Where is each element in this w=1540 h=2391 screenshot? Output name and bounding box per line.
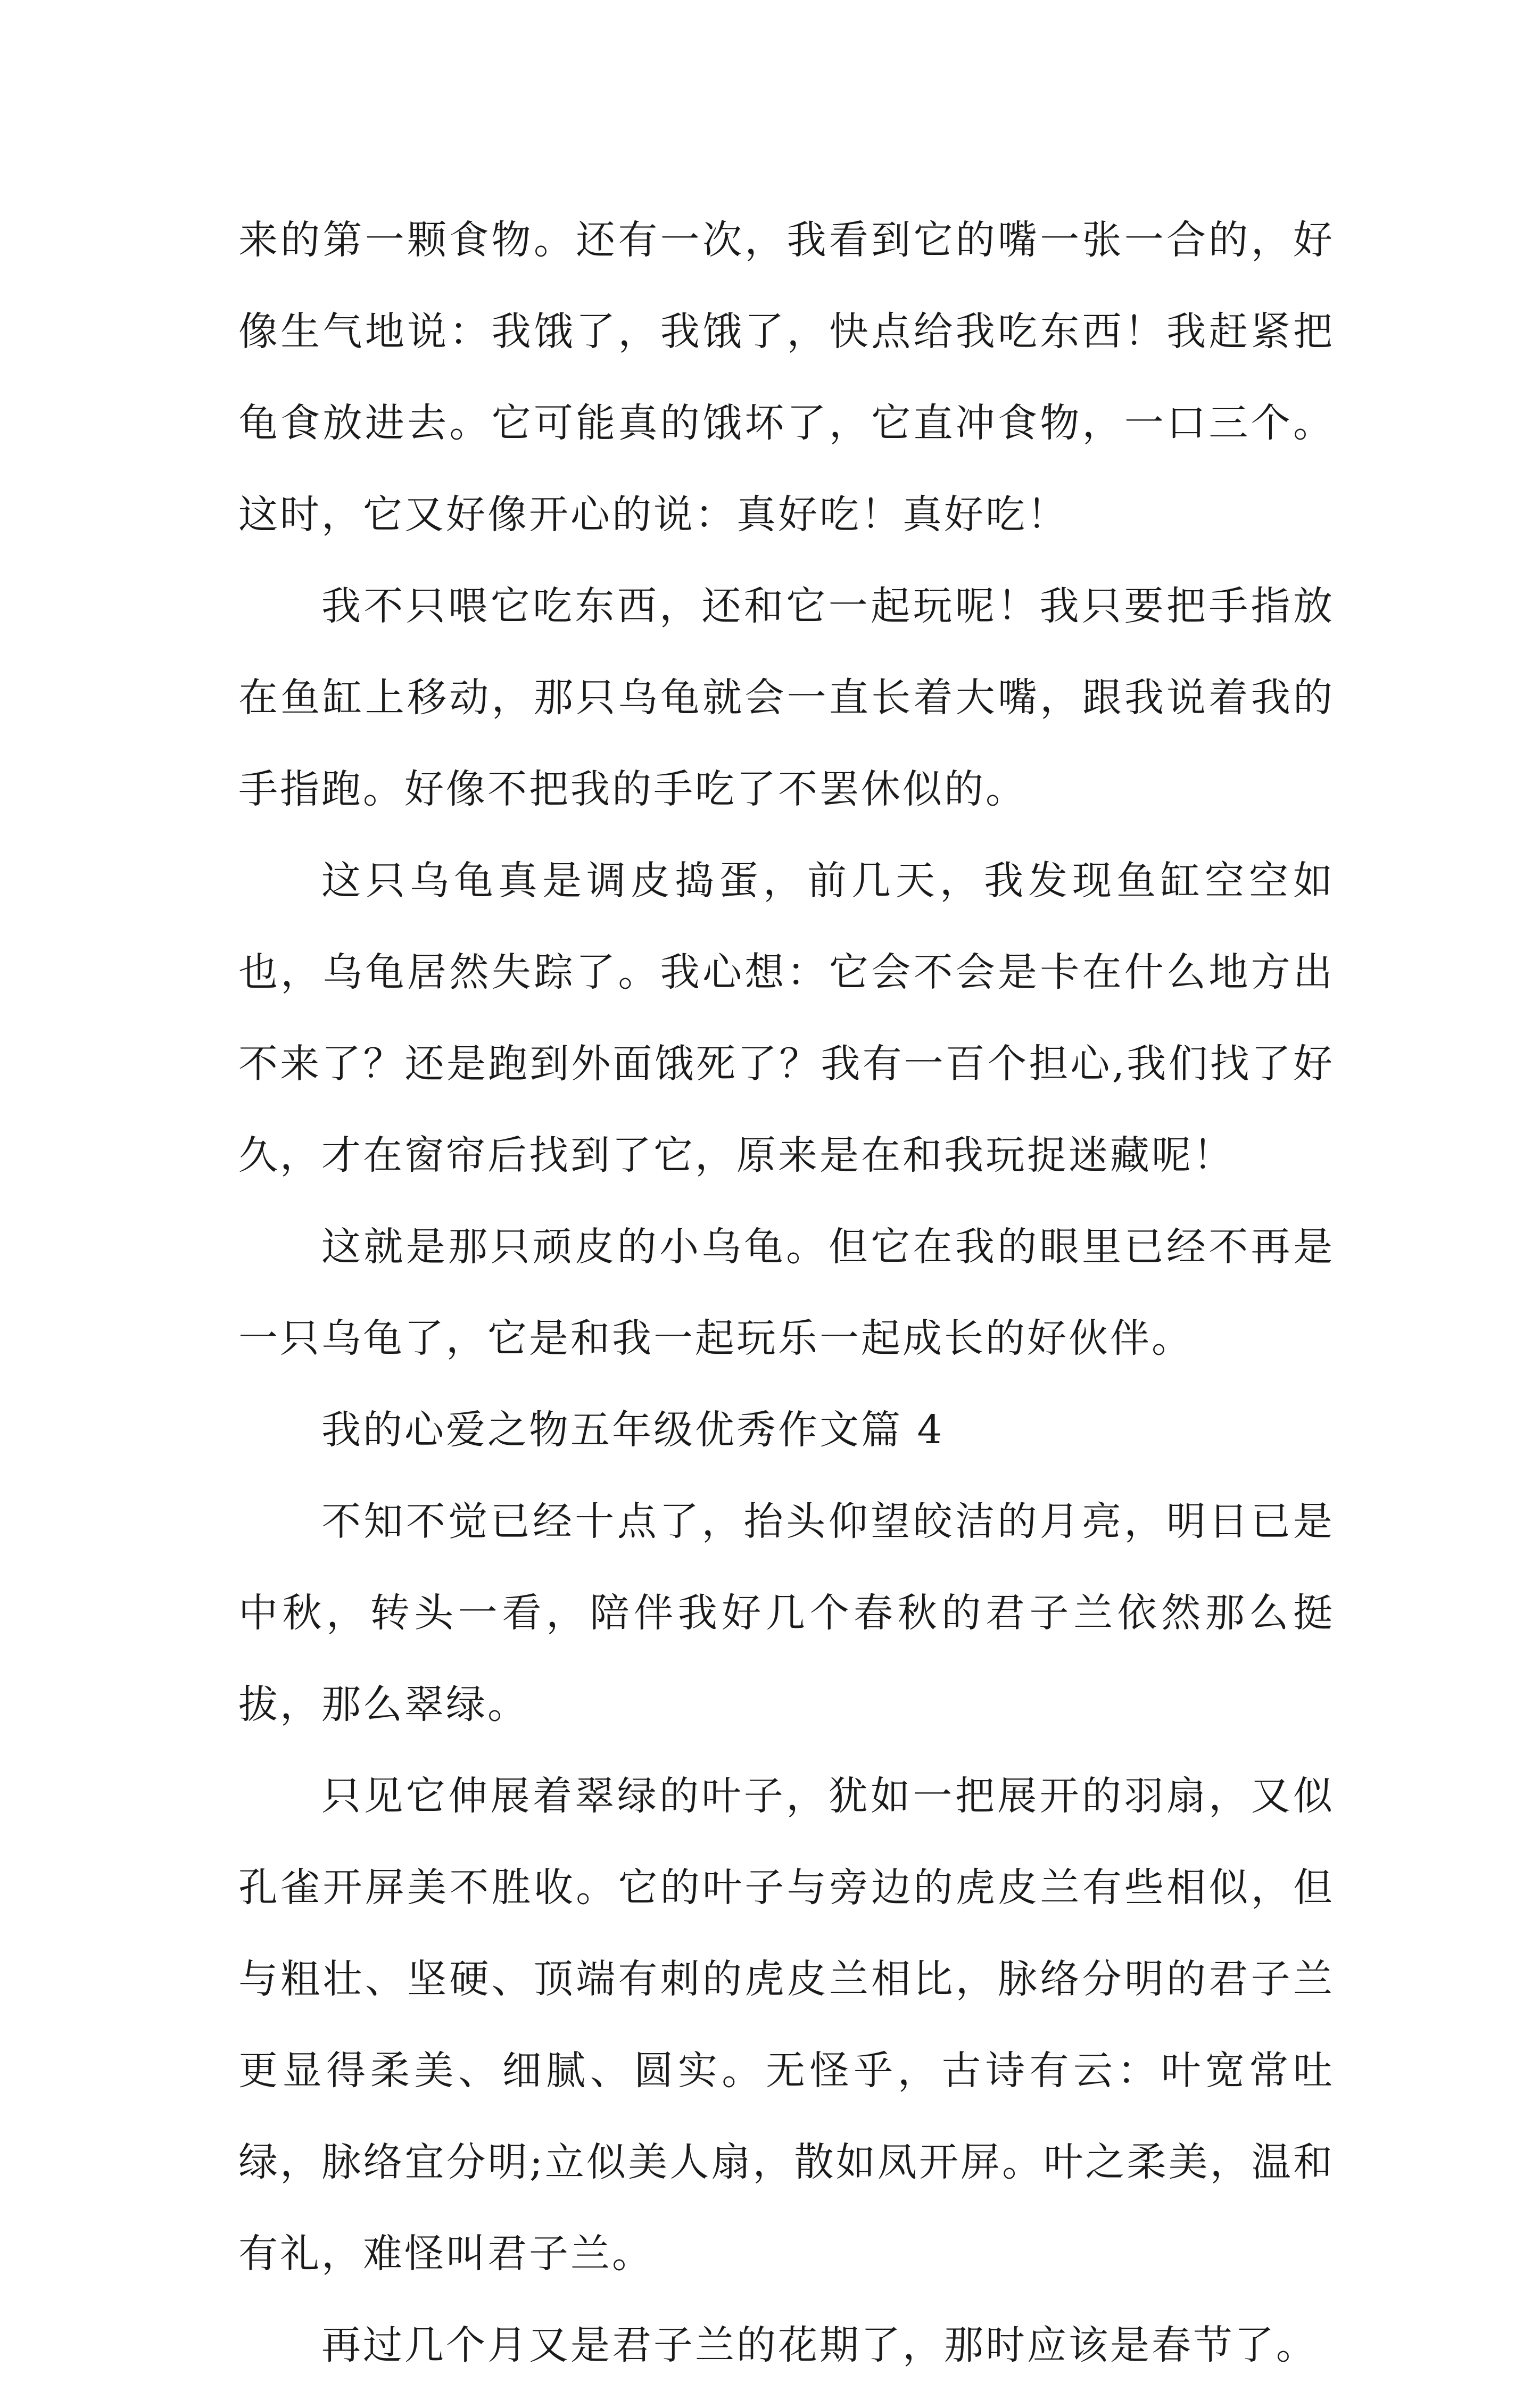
paragraph: 不知不觉已经十点了，抬头仰望皎洁的月亮，明日已是中秋，转头一看，陪伴我好几个春秋的君子兰依然那么挺拔，那么翠绿。 (238, 1499, 1335, 1727)
paragraph: 只见它伸展着翠绿的叶子，犹如一把展开的羽扇，又似孔雀开屏美不胜收。它的叶子与旁边的虎皮兰有些相似，但与粗壮、坚硬、顶端有刺的虎皮兰相比，脉络分明的君子兰更显得柔美、细腻、圆实。无怪乎，古诗有云：叶宽常吐绿，脉络宜分明;立似美人扇，散如凤开屏。叶之柔美，温和有礼，难怪叫君子兰。 (238, 1773, 1335, 2277)
paragraph: 再过几个月又是君子兰的花期了，那时应该是春节了。 (321, 2322, 1318, 2368)
paragraph-continuation: 来的第一颗食物。还有一次，我看到它的嘴一张一合的，好像生气地说：我饿了，我饿了，快点给我吃东西！我赶紧把龟食放进去。它可能真的饿坏了，它直冲食物，一口三个。这时，它又好像开心的说：真好吃！真好吃！ (238, 217, 1335, 537)
essay-body (238, 194, 1335, 2391)
paragraph: 这就是那只顽皮的小乌龟。但它在我的眼里已经不再是一只乌龟了，它是和我一起玩乐一起成长的好伙伴。 (238, 1224, 1335, 1361)
paragraph: 我不只喂它吃东西，还和它一起玩呢！我只要把手指放在鱼缸上移动，那只乌龟就会一直长着大嘴，跟我说着我的手指跑。好像不把我的手吃了不罢休似的。 (238, 583, 1335, 812)
paragraph: 这只乌龟真是调皮捣蛋，前几天，我发现鱼缸空空如也，乌龟居然失踪了。我心想：它会不会是卡在什么地方出不来了？还是跑到外面饿死了？我有一百个担心,我们找了好久，才在窗帘后找到了它，原来是在和我玩捉迷藏呢！ (238, 858, 1335, 1178)
section-heading: 我的心爱之物五年级优秀作文篇 4 (321, 1407, 945, 1453)
